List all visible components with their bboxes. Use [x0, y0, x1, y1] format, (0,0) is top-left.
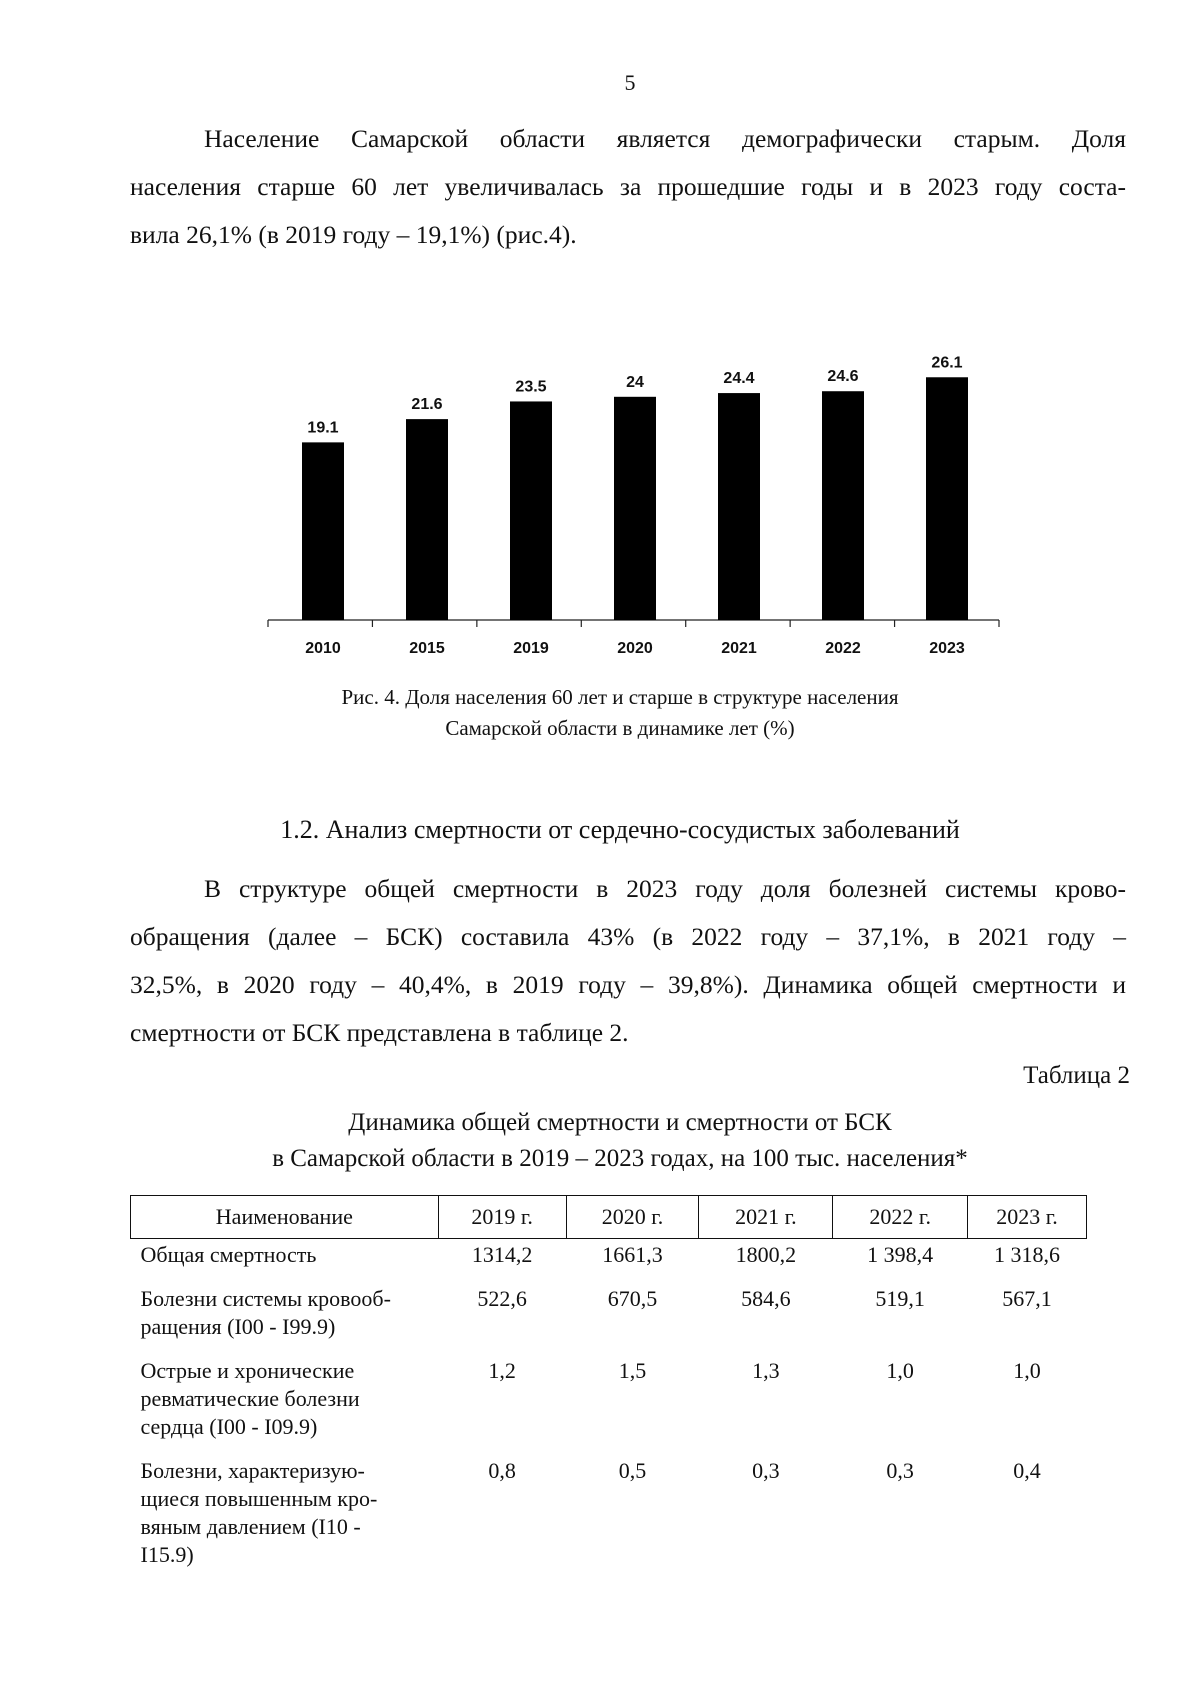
section-paragraph-line: обращения (далее – БСК) составила 43% (в 2022 году – 37,1%, в 2021 году –	[130, 922, 1126, 951]
bar	[926, 377, 968, 620]
table-cell: 0,8	[488, 1458, 516, 1483]
table-header-cell: 2019 г.	[438, 1196, 566, 1239]
table-header-row	[131, 1196, 1087, 1239]
section-paragraph-line: В структуре общей смертности в 2023 году доля болезней системы крово-	[204, 874, 1126, 903]
table-header-cell: 2020 г.	[566, 1196, 699, 1239]
section-paragraph	[130, 865, 1126, 1057]
table-header-cell: 2021 г.	[699, 1196, 833, 1239]
x-tick-label: 2019	[513, 640, 549, 657]
table-cell: 584,6	[741, 1286, 791, 1311]
bar	[510, 401, 552, 620]
bar	[822, 391, 864, 620]
bar-value-label: 24	[626, 373, 644, 391]
x-tick-label: 2010	[305, 640, 341, 657]
row-name-line: щиеся повышенным кро-	[140, 1486, 378, 1511]
figure-caption-line: Рис. 4. Доля населения 60 лет и старше в структуре населения	[341, 685, 899, 709]
table-cell: 1800,2	[735, 1242, 797, 1267]
bar-value-label: 19.1	[307, 419, 339, 437]
table-cell: 1 318,6	[994, 1242, 1061, 1267]
intro-line: населения старше 60 лет увеличивалась за прошедшие годы и в 2023 году соста-	[130, 172, 1126, 201]
bar-value-label: 24.4	[723, 370, 755, 388]
table-cell: 567,1	[1002, 1286, 1052, 1311]
row-name-line: Общая смертность	[140, 1242, 317, 1267]
section-paragraph-line: смертности от БСК представлена в таблице 2.	[130, 1018, 629, 1047]
x-tick-label: 2021	[721, 640, 757, 657]
bar-value-label: 26.1	[931, 354, 963, 372]
table-title-line: Динамика общей смертности и смертности от БСК	[348, 1109, 892, 1136]
bar-value-label: 24.6	[827, 368, 859, 386]
figure-caption	[200, 682, 1040, 744]
bar-value-label: 23.5	[515, 378, 547, 396]
table-row	[131, 1239, 1087, 1284]
bar	[614, 397, 656, 620]
intro-line: вила 26,1% (в 2019 году – 19,1%) (рис.4).	[130, 220, 577, 249]
table-header-cell: Наименование	[131, 1196, 439, 1239]
table-cell: 1,3	[752, 1358, 780, 1383]
x-tick-label: 2023	[929, 640, 965, 657]
bar	[302, 442, 344, 620]
table-cell: 1314,2	[471, 1242, 533, 1267]
table-label: Таблица 2	[1023, 1062, 1130, 1089]
table-cell: 1 398,4	[867, 1242, 934, 1267]
mortality-table	[130, 1195, 1087, 1583]
table-title-line: в Самарской области в 2019 – 2023 годах, на 100 тыс. населения*	[272, 1145, 968, 1172]
table-cell: 670,5	[607, 1286, 658, 1311]
bar	[718, 393, 760, 620]
table-row	[131, 1455, 1087, 1583]
row-name-cell	[131, 1283, 439, 1355]
table-cell: 0,3	[886, 1458, 914, 1483]
section-heading: 1.2. Анализ смертности от сердечно-сосудистых заболеваний	[280, 815, 960, 844]
table-header-cell: 2022 г.	[833, 1196, 968, 1239]
section-paragraph-line: 32,5%, в 2020 году – 40,4%, в 2019 году – 39,8%). Динамика общей смертности и	[130, 970, 1126, 999]
intro-line: Население Самарской области является демографически старым. Доля	[204, 124, 1126, 153]
table-cell: 1661,3	[602, 1242, 663, 1267]
table-header-cell: 2023 г.	[968, 1196, 1087, 1239]
table-cell: 1,2	[488, 1358, 516, 1383]
row-name-line: ревматические болезни	[140, 1386, 360, 1411]
row-name-cell	[131, 1239, 439, 1284]
figure-caption-line: Самарской области в динамике лет (%)	[445, 716, 795, 740]
row-name-line: Болезни системы кровооб-	[140, 1286, 391, 1311]
table-cell: 0,5	[618, 1458, 647, 1483]
table-row	[131, 1283, 1087, 1355]
row-name-line: сердца (I00 - I09.9)	[140, 1414, 318, 1439]
page-number: 5	[624, 70, 636, 95]
table-cell: 519,1	[875, 1286, 925, 1311]
intro-paragraph	[130, 115, 1126, 259]
x-tick-label: 2020	[617, 640, 653, 657]
row-name-cell	[131, 1355, 439, 1455]
table-cell: 1,0	[1013, 1358, 1041, 1383]
row-name-line: вяным давлением (I10 -	[140, 1514, 361, 1539]
population-share-bar-chart	[0, 300, 1200, 670]
table-cell: 1,0	[886, 1358, 914, 1383]
row-name-line: ращения (I00 - I99.9)	[140, 1314, 336, 1339]
table-title	[160, 1105, 1080, 1177]
table-row	[131, 1355, 1087, 1455]
row-name-line: Острые и хронические	[140, 1358, 355, 1383]
table-cell: 1,5	[618, 1358, 647, 1383]
row-name-line: Болезни, характеризую-	[140, 1458, 365, 1483]
row-name-line: I15.9)	[140, 1542, 194, 1567]
bar-value-label: 21.6	[411, 396, 443, 414]
table-cell: 0,3	[752, 1458, 780, 1483]
bar	[406, 419, 448, 620]
table-cell: 0,4	[1013, 1458, 1041, 1483]
x-tick-label: 2015	[409, 640, 445, 657]
x-tick-label: 2022	[825, 640, 861, 657]
table-cell: 522,6	[477, 1286, 527, 1311]
row-name-cell	[131, 1455, 439, 1583]
